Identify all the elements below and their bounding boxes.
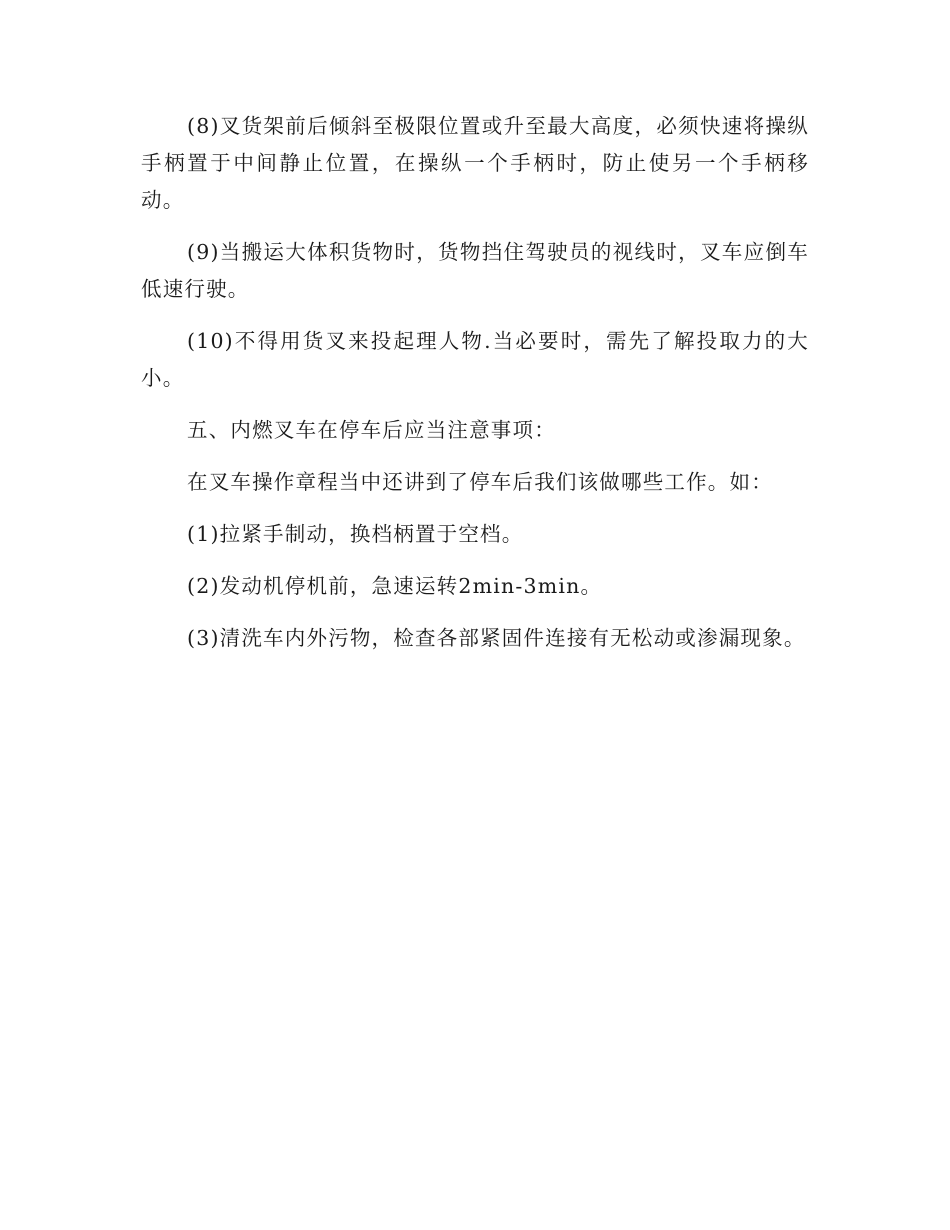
paragraph-item-9: (9)当搬运大体积货物时，货物挡住驾驶员的视线时，叉车应倒车低速行驶。 bbox=[141, 240, 809, 301]
document-body bbox=[141, 108, 809, 672]
paragraph-item-3: (3)清洗车内外污物，检查各部紧固件连接有无松动或渗漏现象。 bbox=[187, 626, 806, 650]
paragraph-item-1: (1)拉紧手制动，换档柄置于空档。 bbox=[187, 522, 524, 546]
paragraph-item-10: (10)不得用货叉来投起理人物.当必要时，需先了解投取力的大小。 bbox=[141, 329, 809, 390]
paragraph-intro: 在叉车操作章程当中还讲到了停车后我们该做哪些工作。如： bbox=[187, 470, 773, 494]
section-heading-5: 五、内燃叉车在停车后应当注意事项： bbox=[187, 418, 556, 442]
paragraph-item-8: (8)叉货架前后倾斜至极限位置或升至最大高度，必须快速将操纵手柄置于中间静止位置，在操纵一个手柄时，防止使另一个手柄移动。 bbox=[141, 114, 809, 212]
paragraph-item-2: (2)发动机停机前，急速运转2min-3min。 bbox=[187, 574, 603, 598]
